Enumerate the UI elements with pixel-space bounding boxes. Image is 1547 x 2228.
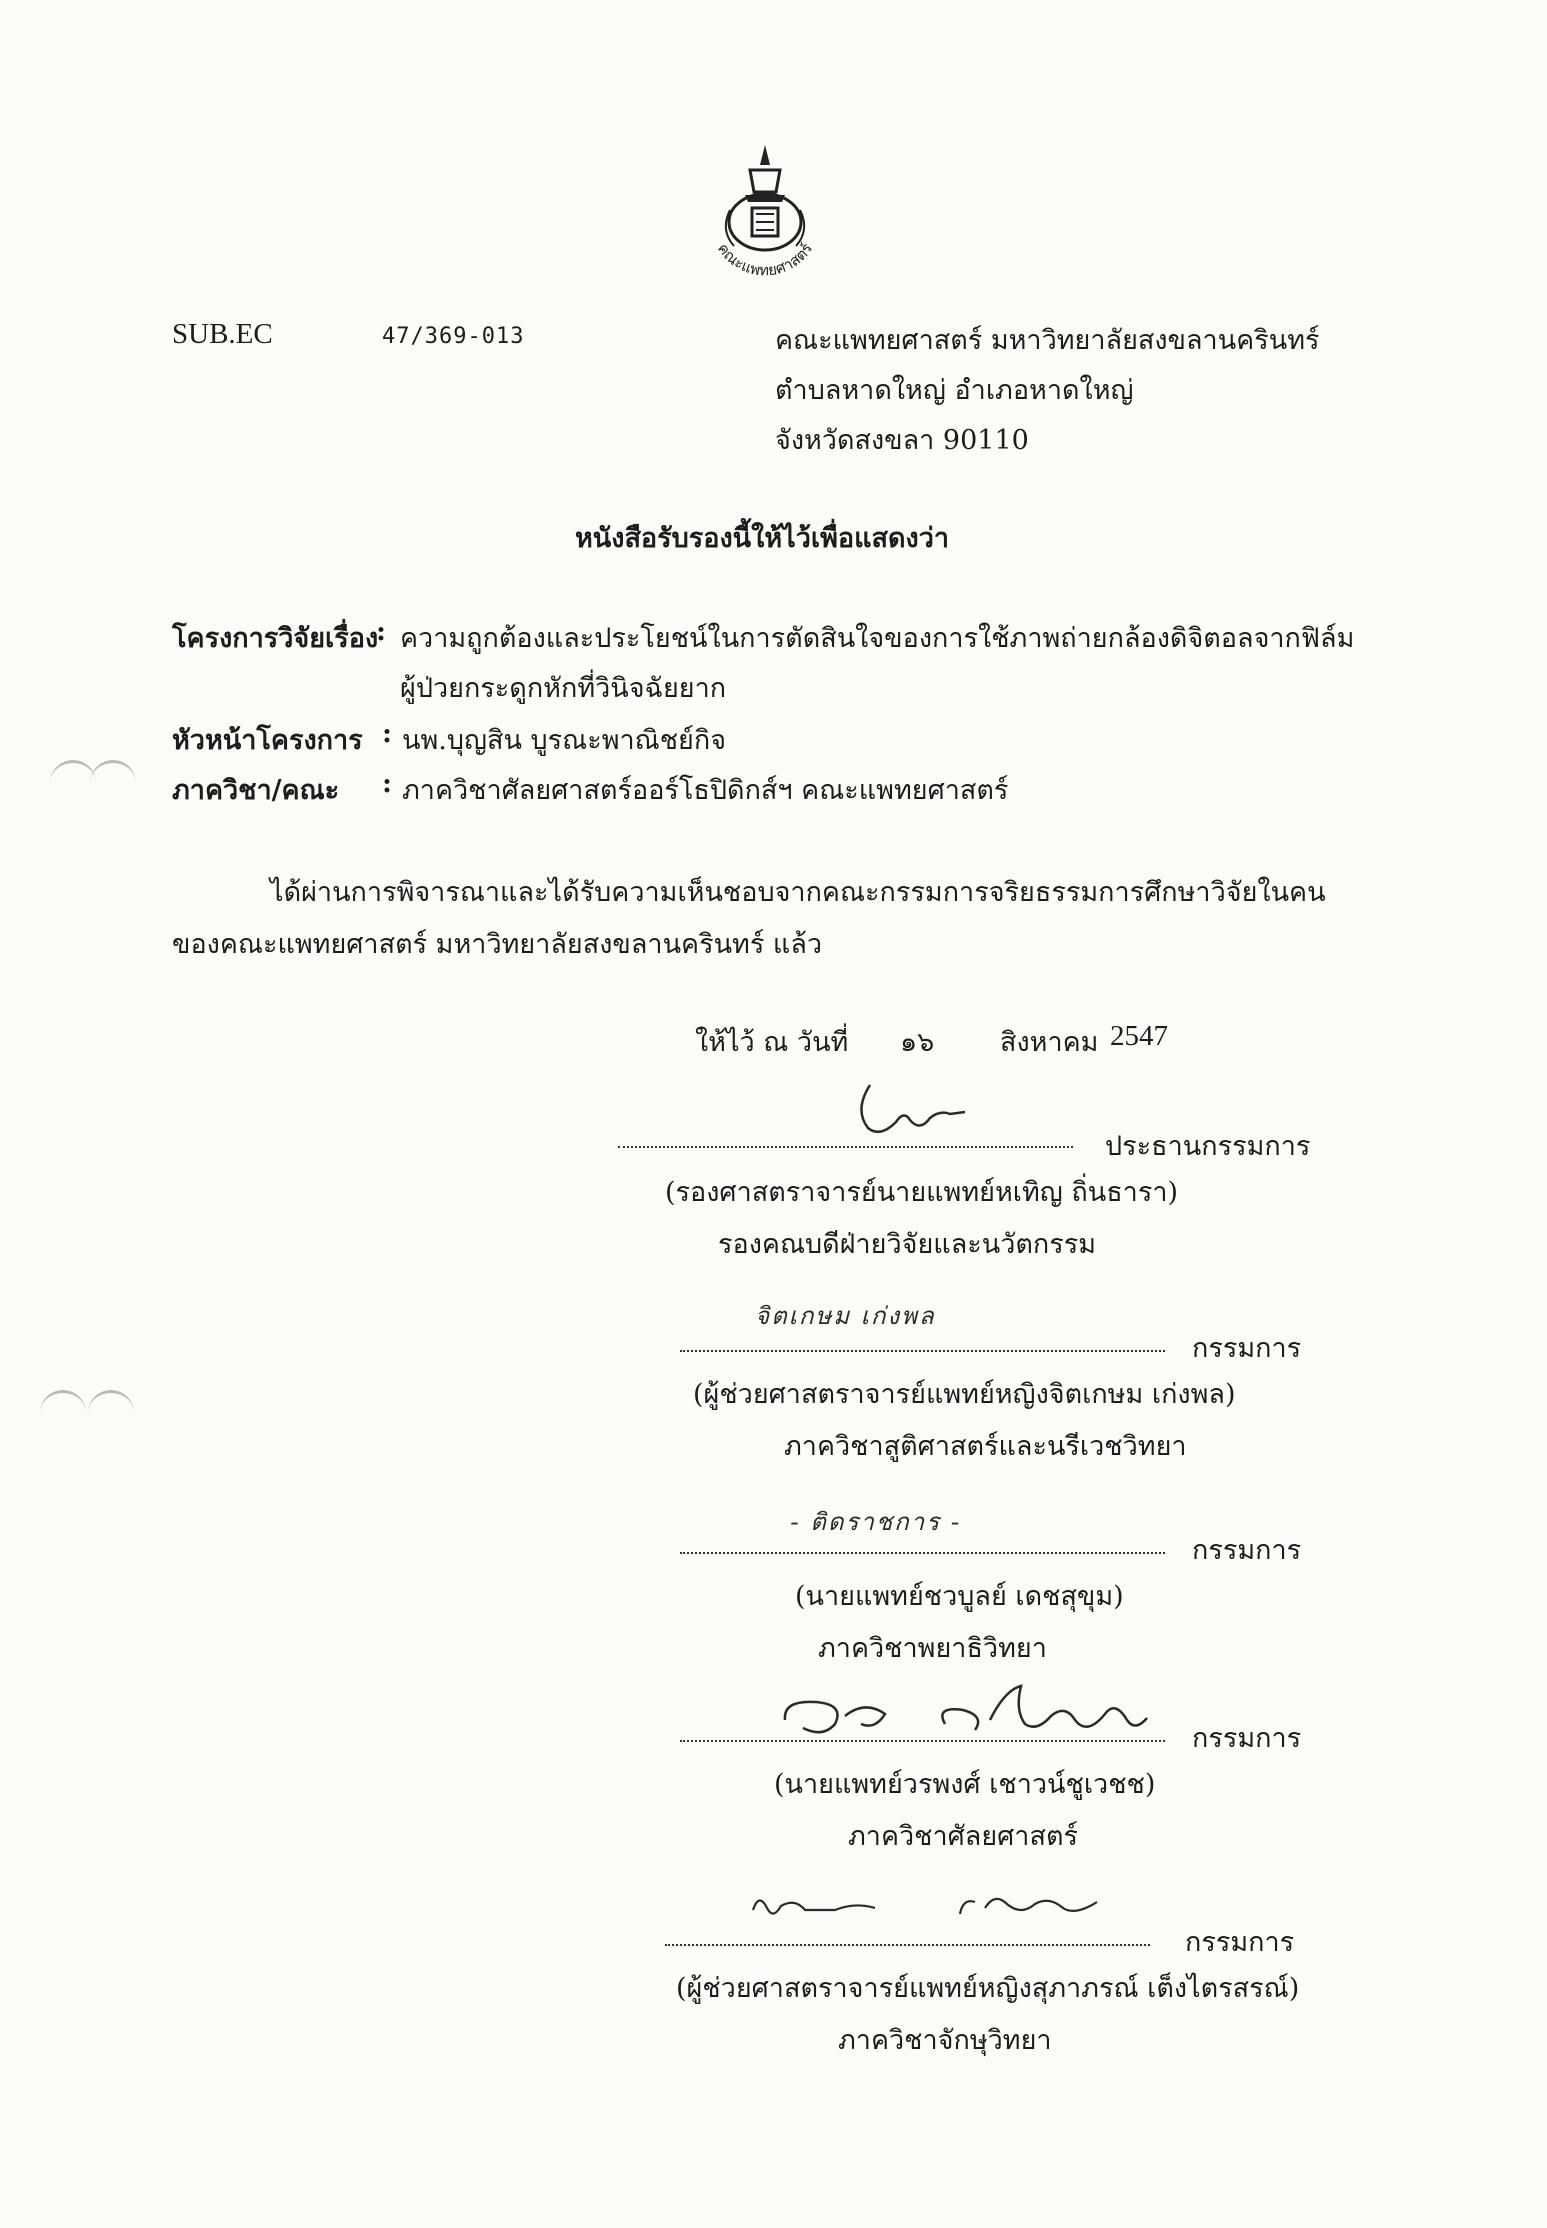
project-value-line-1: ความถูกต้องและประโยชน์ในการตัดสินใจของการใช้ภาพถ่ายกล้องดิจิตอลจากฟิล์ม: [400, 623, 1355, 654]
address-line-2: ตำบลหาดใหญ่ อำเภอหาดใหญ่: [775, 375, 1134, 406]
signature-line-chairman: [618, 1146, 1073, 1148]
position-member-2: ภาควิชาพยาธิวิทยา: [818, 1633, 1047, 1664]
address-line-1: คณะแพทยศาสตร์ มหาวิทยาลัยสงขลานครินทร์: [775, 325, 1320, 356]
name-chairman: (รองศาสตราจารย์นายแพทย์หเทิญ ถิ่นธารา): [665, 1177, 1179, 1208]
position-chairman: รองคณบดีฝ่ายวิจัยและนวัตกรรม: [718, 1229, 1097, 1260]
project-label: โครงการวิจัยเรื่อง: [172, 623, 379, 654]
signature-chairman: [850, 1080, 970, 1140]
punch-hole-bottom: [40, 1390, 86, 1417]
dept-label: ภาควิชา/คณะ: [172, 775, 340, 806]
date-month: สิงหาคม: [1000, 1027, 1099, 1058]
name-member-1: (ผู้ช่วยศาสตราจารย์แพทย์หญิงจิตเกษม เก่งพล): [693, 1379, 1236, 1410]
signature-line-member-2: [680, 1552, 1165, 1554]
signature-member-4: [745, 1880, 1115, 1930]
leader-value: นพ.บุญสิน บูรณะพาณิชย์กิจ: [402, 725, 727, 756]
role-member-3: กรรมการ: [1192, 1723, 1302, 1754]
body-line-1: ได้ผ่านการพิจารณาและได้รับความเห็นชอบจากคณะกรรมการจริยธรรมการศึกษาวิจัยในคน: [270, 877, 1326, 908]
signature-line-member-4: [665, 1944, 1150, 1946]
punch-hole-top-right: [90, 760, 136, 787]
position-member-4: ภาควิชาจักษุวิทยา: [838, 2025, 1052, 2056]
ref-code: SUB.EC: [172, 318, 273, 350]
handwriting-member-1: จิตเกษม เก่งพล: [755, 1302, 936, 1330]
name-member-4: (ผู้ช่วยศาสตราจารย์แพทย์หญิงสุภาภรณ์ เต็งไตรสรณ์): [676, 1973, 1300, 2004]
leader-colon: :: [382, 718, 392, 749]
address-line-3: จังหวัดสงขลา 90110: [775, 425, 1029, 456]
role-member-4: กรรมการ: [1185, 1927, 1295, 1958]
date-day: ๑๖: [900, 1027, 935, 1058]
faculty-emblem: [690, 140, 840, 290]
date-year: 2547: [1110, 1020, 1168, 1052]
dept-colon: :: [382, 768, 392, 799]
project-value-line-2: ผู้ป่วยกระดูกหักที่วินิจฉัยยาก: [400, 673, 727, 704]
date-prefix: ให้ไว้ ณ วันที่: [695, 1027, 849, 1058]
document-title: หนังสือรับรองนี้ให้ไว้เพื่อแสดงว่า: [575, 523, 950, 554]
svg-text:คณะแพทยศาสตร์: [714, 240, 816, 280]
dept-value: ภาควิชาศัลยศาสตร์ออร์โธปิดิกส์ฯ คณะแพทยศาสตร์: [402, 775, 1009, 806]
body-line-2: ของคณะแพทยศาสตร์ มหาวิทยาลัยสงขลานครินทร์ แล้ว: [172, 929, 823, 960]
name-member-2: (นายแพทย์ชวบูลย์ เดชสุขุม): [795, 1581, 1124, 1612]
role-chairman: ประธานกรรมการ: [1105, 1131, 1311, 1162]
signature-line-member-3: [680, 1740, 1165, 1742]
handwriting-member-2: - ติดราชการ -: [790, 1508, 962, 1536]
ref-number: 47/369-013: [382, 324, 525, 349]
position-member-1: ภาควิชาสูติศาสตร์และนรีเวชวิทยา: [784, 1431, 1187, 1462]
leader-label: หัวหน้าโครงการ: [172, 725, 363, 756]
name-member-3: (นายแพทย์วรพงศ์ เชาวน์ชูเวชช): [774, 1769, 1156, 1800]
project-colon: :: [376, 616, 386, 647]
signature-line-member-1: [680, 1350, 1165, 1352]
position-member-3: ภาควิชาศัลยศาสตร์: [848, 1821, 1078, 1852]
punch-hole-bottom-right: [88, 1390, 134, 1417]
role-member-1: กรรมการ: [1192, 1333, 1302, 1364]
emblem-text: คณะแพทยศาสตร์: [713, 239, 817, 280]
role-member-2: กรรมการ: [1192, 1535, 1302, 1566]
